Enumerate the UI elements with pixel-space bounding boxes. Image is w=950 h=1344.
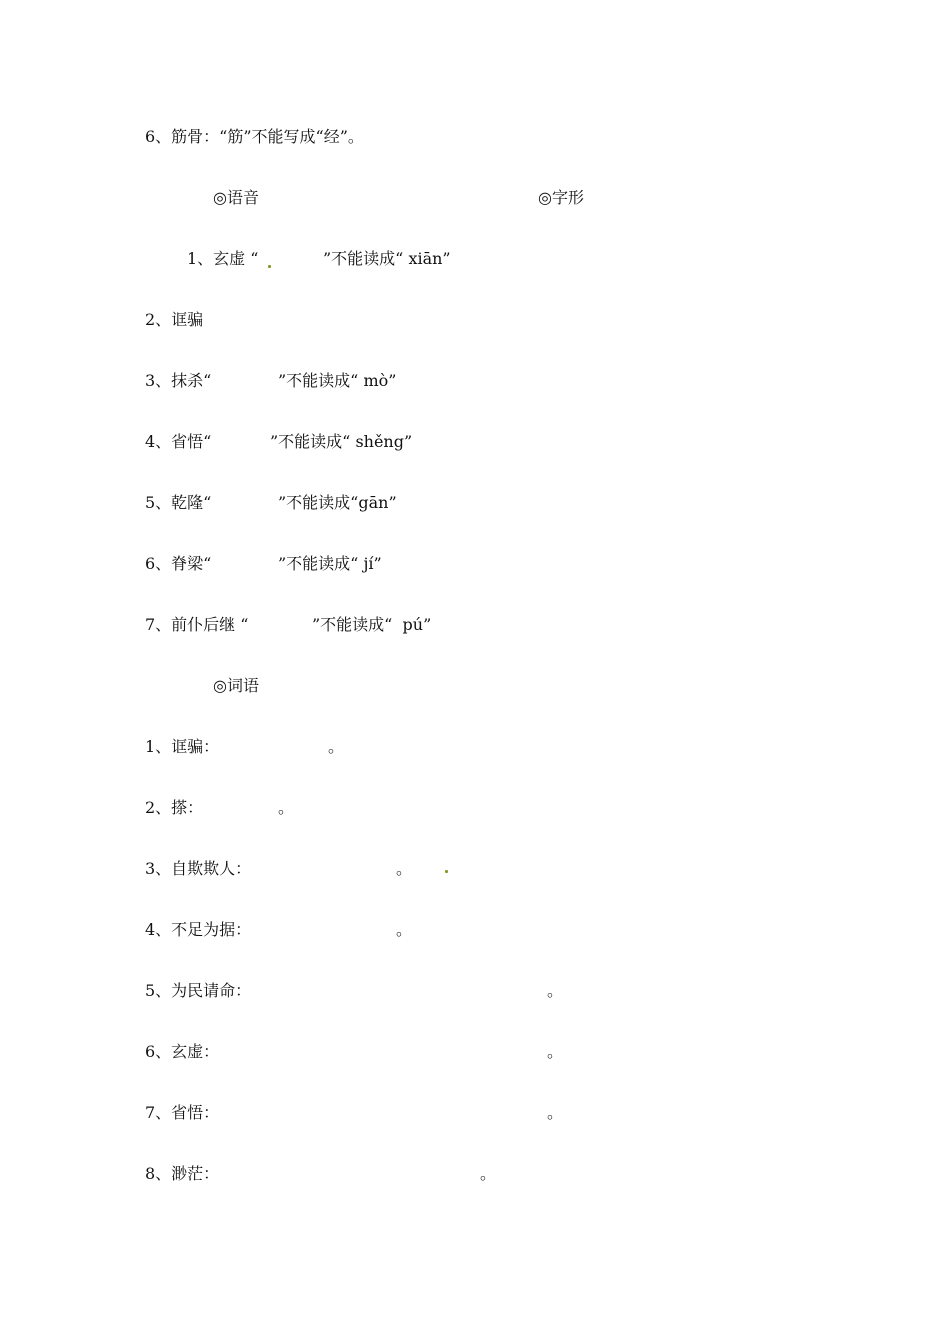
vocabulary-item-8-end: 。 — [480, 1164, 497, 1183]
pronunciation-item-3-prefix: 3、抹杀“ — [145, 371, 212, 390]
vocabulary-item-2-end: 。 — [278, 798, 295, 817]
mark-dot — [268, 265, 271, 268]
vocabulary-item-1 — [145, 737, 365, 757]
vocabulary-item-8 — [145, 1164, 525, 1184]
vocabulary-item-4-term: 4、不足为据： — [145, 920, 252, 939]
vocabulary-item-5-end: 。 — [547, 981, 564, 1000]
pronunciation-item-1-suffix: ”不能读成“ xiān” — [323, 249, 451, 268]
pronunciation-item-1-prefix: 1、玄虚 “ — [187, 249, 259, 268]
pronunciation-item-6-prefix: 6、脊梁“ — [145, 554, 212, 573]
pronunciation-item-7-suffix: ”不能读成“ pú” — [312, 615, 432, 634]
vocabulary-item-6-end: 。 — [547, 1042, 564, 1061]
vocabulary-item-5 — [145, 981, 585, 1001]
vocabulary-item-1-end: 。 — [328, 737, 345, 756]
vocabulary-item-1-term: 1、诓骗： — [145, 737, 220, 756]
form-item-6-text: 6、筋骨：“筋”不能写成“经”。 — [145, 127, 364, 146]
pronunciation-item-4-suffix: ”不能读成“ shěng” — [270, 432, 413, 451]
pronunciation-item-2-prefix: 2、诓骗 — [145, 310, 204, 329]
vocabulary-item-7 — [145, 1103, 585, 1123]
heading-vocabulary — [213, 676, 259, 696]
mark-dot — [445, 870, 448, 873]
vocabulary-item-7-end: 。 — [547, 1103, 564, 1122]
vocabulary-item-3-end: 。 — [396, 859, 413, 878]
pronunciation-item-5-prefix: 5、乾隆“ — [145, 493, 212, 512]
vocabulary-item-4 — [145, 920, 435, 940]
vocabulary-item-3-term: 3、自欺欺人： — [145, 859, 252, 878]
heading-form — [538, 188, 584, 208]
vocabulary-item-6 — [145, 1042, 585, 1062]
pronunciation-item-2 — [145, 310, 204, 330]
form-item-6 — [145, 127, 364, 147]
pronunciation-item-4 — [145, 432, 465, 452]
vocabulary-item-8-term: 8、渺茫： — [145, 1164, 220, 1183]
vocabulary-item-3 — [145, 859, 435, 879]
pronunciation-item-5-suffix: ”不能读成“gān” — [278, 493, 397, 512]
pronunciation-item-1 — [187, 249, 507, 269]
pronunciation-item-5 — [145, 493, 445, 513]
vocabulary-item-6-term: 6、玄虚： — [145, 1042, 220, 1061]
vocabulary-item-5-term: 5、为民请命： — [145, 981, 252, 1000]
heading-vocabulary-text: ◎词语 — [213, 676, 259, 695]
pronunciation-item-6 — [145, 554, 445, 574]
vocabulary-item-2-term: 2、搽： — [145, 798, 204, 817]
pronunciation-item-7-prefix: 7、前仆后继 “ — [145, 615, 249, 634]
vocabulary-item-7-term: 7、省悟： — [145, 1103, 220, 1122]
vocabulary-item-4-end: 。 — [396, 920, 413, 939]
vocabulary-item-2 — [145, 798, 325, 818]
heading-pronunciation-text: ◎语音 — [213, 188, 259, 207]
pronunciation-item-6-suffix: ”不能读成“ jí” — [278, 554, 382, 573]
pronunciation-item-3 — [145, 371, 445, 391]
pronunciation-item-4-prefix: 4、省悟“ — [145, 432, 212, 451]
pronunciation-item-7 — [145, 615, 485, 635]
heading-form-text: ◎字形 — [538, 188, 584, 207]
heading-pronunciation — [213, 188, 259, 208]
pronunciation-item-3-suffix: ”不能读成“ mò” — [278, 371, 397, 390]
